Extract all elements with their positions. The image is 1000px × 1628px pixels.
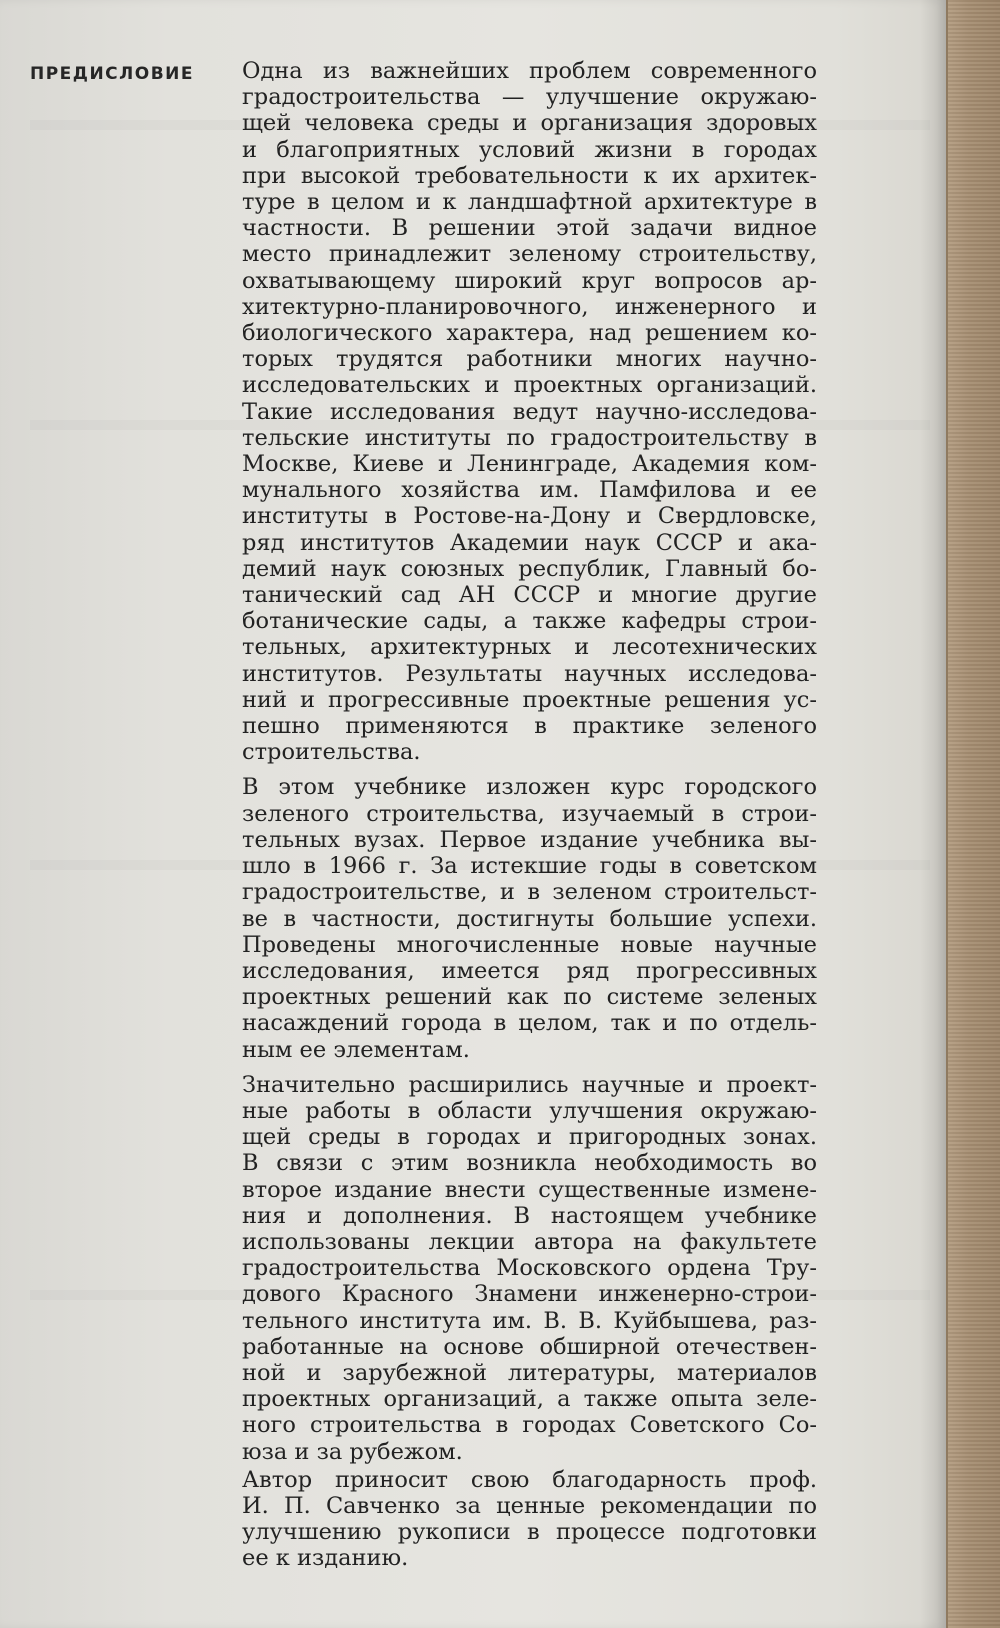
text-line: градостроительства — улучшение окружаю-	[242, 84, 817, 111]
preface-body	[242, 58, 817, 1581]
preface-paragraph	[242, 774, 817, 1062]
text-line: Значительно расширились научные и проект-	[242, 1071, 817, 1098]
text-line: В этом учебнике изложен курс городского	[242, 774, 817, 801]
text-line: охватывающему широкий круг вопросов ар-	[242, 267, 817, 294]
text-line: торых трудятся работники многих научно-	[242, 346, 817, 373]
text-line: ве в частности, достигнуты большие успехи.	[242, 905, 817, 932]
text-line: строительства.	[242, 739, 421, 766]
text-line: Одна из важнейших проблем современного	[242, 58, 817, 84]
text-line: тельных вузах. Первое издание учебника вы-	[242, 826, 817, 853]
section-heading: ПРЕДИСЛОВИЕ	[30, 64, 195, 84]
text-line: градостроительства Московского ордена Тру-	[242, 1255, 817, 1282]
text-line: институты в Ростове-на-Дону и Свердловске,	[242, 503, 817, 530]
text-line: тельных, архитектурных и лесотехнических	[242, 634, 817, 661]
text-line: Москве, Киеве и Ленинграде, Академия ком-	[242, 451, 817, 478]
text-line: институтов. Результаты научных исследова-	[242, 660, 817, 687]
text-line: туре в целом и к ландшафтной архитектуре в	[242, 189, 817, 216]
preface-paragraph	[242, 58, 817, 765]
text-line: частности. В решении этой задачи видное	[242, 215, 817, 242]
text-line: биологического характера, над решением ко-	[242, 320, 817, 347]
text-line: ее к изданию.	[242, 1545, 409, 1572]
text-line: ной и зарубежной литературы, материалов	[242, 1359, 817, 1386]
text-line: и благоприятных условий жизни в городах	[242, 136, 817, 163]
text-line: исследования, имеется ряд прогрессивных	[242, 957, 817, 984]
text-line: проектных организаций, а также опыта зеле-	[242, 1386, 817, 1413]
preface-paragraph	[242, 1467, 817, 1572]
text-line: проектных решений как по системе зеленых	[242, 984, 817, 1011]
text-line: пешно применяются в практике зеленого	[242, 713, 817, 740]
text-line: место принадлежит зеленому строительству,	[242, 241, 817, 268]
text-line: ний и прогрессивные проектные решения ус-	[242, 686, 817, 713]
text-line: мунального хозяйства им. Памфилова и ее	[242, 477, 817, 504]
text-line: щей человека среды и организация здоровых	[242, 110, 817, 137]
text-line: шло в 1966 г. За истекшие годы в советском	[242, 853, 817, 880]
text-line: ряд институтов Академии наук СССР и ака-	[242, 529, 817, 556]
text-line: второе издание внести существенные измене-	[242, 1176, 817, 1203]
text-line: щей среды в городах и пригородных зонах.	[242, 1124, 817, 1151]
text-line: ния и дополнения. В настоящем учебнике	[242, 1202, 817, 1229]
text-line: дового Красного Знамени инженерно-строи-	[242, 1281, 817, 1308]
text-line: юза и за рубежом.	[242, 1438, 463, 1465]
text-line: улучшению рукописи в процессе подготовки	[242, 1519, 817, 1546]
text-line: ные работы в области улучшения окружаю-	[242, 1097, 817, 1124]
text-line: ным ее элементам.	[242, 1036, 470, 1063]
text-line: тельного института им. В. В. Куйбышева, раз-	[242, 1307, 817, 1334]
text-line: Проведены многочисленные новые научные	[242, 931, 817, 958]
text-line: танический сад АН СССР и многие другие	[242, 582, 817, 609]
text-line: ботанические сады, а также кафедры строи-	[242, 608, 817, 635]
text-line: насаждений города в целом, так и по отдель-	[242, 1010, 817, 1037]
text-line: И. П. Савченко за ценные рекомендации по	[242, 1492, 817, 1519]
text-line: исследовательских и проектных организаций.	[242, 372, 817, 399]
text-line: работанные на основе обширной отечествен-	[242, 1333, 817, 1360]
text-line: при высокой требовательности к их архитек-	[242, 162, 817, 189]
book-spine	[948, 0, 1000, 1628]
preface-paragraph	[242, 1072, 817, 1465]
text-line: ного строительства в городах Советского Со-	[242, 1412, 817, 1439]
text-line: использованы лекции автора на факультете	[242, 1228, 817, 1255]
text-line: тельские институты по градостроительству в	[242, 424, 817, 451]
text-line: градостроительстве, и в зеленом строительст-	[242, 879, 817, 906]
text-line: Такие исследования ведут научно-исследова-	[242, 398, 817, 425]
text-line: В связи с этим возникла необходимость во	[242, 1150, 817, 1177]
page-fold-shadow	[920, 0, 948, 1628]
text-line: демий наук союзных республик, Главный бо-	[242, 555, 817, 582]
text-line: хитектурно-планировочного, инженерного и	[242, 293, 817, 320]
text-line: Автор приносит свою благодарность проф.	[242, 1466, 817, 1493]
text-line: зеленого строительства, изучаемый в строи-	[242, 800, 817, 827]
